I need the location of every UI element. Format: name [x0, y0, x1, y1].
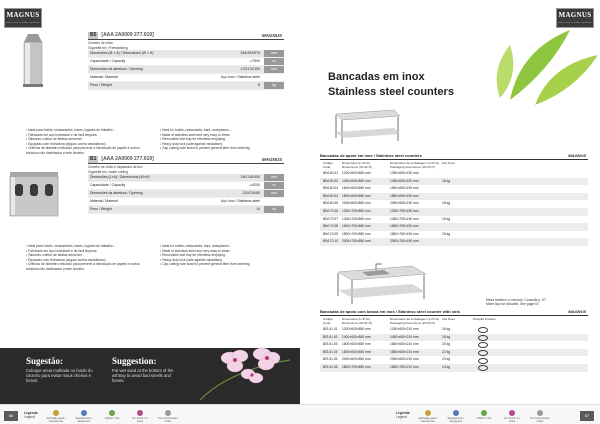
- sink-position-icon: [478, 335, 488, 341]
- legend-item: Equipamento / Equipment: [74, 410, 94, 423]
- page-footer: [0, 404, 300, 424]
- table-body: [320, 170, 588, 246]
- spec-row: Peso / Weight 8 kg: [88, 82, 284, 90]
- table-row: BIS.61.01 1200×600×850 mm 1250×650×210 mm 16 kg: [320, 326, 588, 334]
- spec-row: Dimensões (L×A) / Dimensions (W×H) 240/740/400 mm: [88, 174, 284, 182]
- legend-title: Legenda Legend: [24, 411, 38, 419]
- spec-row: Capacidade / Capacity ≥7500 cc: [88, 58, 284, 66]
- suggestion-text-pt: Coloque areia molhada no fundo do cinzeiro para evitar maus cheiros e fumos.: [26, 368, 93, 384]
- spec-block-b5: [88, 32, 284, 90]
- table-row: BIM.70.10 2000×700×850 mm 2050×750×190 mm: [320, 238, 588, 246]
- page-number: 66: [4, 411, 18, 421]
- table-row: BIS.61.03 1600×600×850 mm 1650×650×210 mm 20 kg: [320, 341, 588, 349]
- spec-block-b1: [88, 156, 284, 214]
- sink-position-icon: [478, 327, 488, 333]
- table-title: Bancadas de apoio com banca em inox / Stainless steel counter with sink MAGNUS: [320, 309, 586, 314]
- bullets-en: • Ideal for hotels, restaurants, bars, workplaces... • Made of stainless steel and very easy to clean. • Removable butt tray for effortless emptying. • Heavy duty lock (safe against vandalism). • Cap cutting hole sized to prevent general litter from entering.: [160, 244, 280, 267]
- product-description: Cinzeiro de chão Cigarette bin, Freestanding: [88, 41, 128, 50]
- legend-dot-icon: [425, 410, 431, 416]
- sink-counters-table: [320, 308, 588, 372]
- sink-position-icon: [478, 358, 488, 364]
- suggestion-title-en: Suggestion:: [112, 356, 157, 366]
- legend-item: Utilizar / Use: [102, 410, 122, 420]
- legend-dot-icon: [481, 410, 487, 416]
- legend-dot-icon: [81, 410, 87, 416]
- brand-logo: MAGNUS com você a todas as horas: [556, 8, 594, 28]
- sink-position-icon: [478, 350, 488, 356]
- right-page: [300, 0, 600, 424]
- table-row: BIM.60.03 1600×600×850 mm 1650×650×190 mm: [323, 186, 419, 191]
- legend-item: Aplicação geral / General use: [46, 410, 66, 423]
- suggestion-title-pt: Sugestão:: [26, 356, 64, 366]
- sink-position-icon: [478, 342, 488, 348]
- sink-position-icon: [478, 365, 488, 371]
- spec-row: Dimensões da abertura / Opening 210/210/80 mm: [88, 190, 284, 198]
- legend-dot-icon: [165, 410, 171, 416]
- orchid-flower-image: [190, 340, 298, 404]
- legend-item: Por encomenda / Order: [530, 410, 550, 423]
- spec-row: Capacidade / Capacity ≥4200 cc: [88, 182, 284, 190]
- table-row: BIS.61.02 1400×600×850 mm 1450×650×210 mm 18 kg: [320, 334, 588, 342]
- legend-dot-icon: [109, 410, 115, 416]
- product-note: Mesa também c/ rebordo. Consulte p. 67. Mixer tap not included. See page 67.: [486, 298, 547, 307]
- page-number: 67: [580, 411, 594, 421]
- legend-item: Em stock / In stock: [502, 410, 522, 423]
- spec-row: Dimensões da abertura / Opening 170/170/100 mm: [88, 66, 284, 74]
- bullets-en: • Ideal for hotels, restaurants, bars, workplaces... • Made of stainless steel and very easy to clean. • Removable butt tray for effortless emptying. • Heavy duty lock (safe against vandalism). • Cap cutting hole sized to prevent general litter from entering.: [160, 128, 280, 151]
- sink-counter-photo: [332, 262, 432, 306]
- product-description: Cinzeiro de chão c/ separador de lixo Cigarette bin, waste sorting: [88, 165, 143, 174]
- bullets-pt: • Ideal para hotéis, restaurantes, bares, lugares de trabalho... • Fabricado em aço inoxidável e de fácil limpeza. • Tabuleiro coletor de beatas amovível. • Equipado com fechadura (seguro contra vandalismo). • Orifícios de diâmetro reduzido para prevenir a introdução de papéis e outros resíduos não destinados a este cinzeiro.: [26, 128, 146, 156]
- table-column-headers: Código Code Dimensões (L×P×A) Dimensions (W×D×H) Dimensões da embalagem (L×P×A) Packaging dimensions (W×D×H) Kilo Peso: [323, 161, 456, 170]
- spec-table: [88, 174, 284, 214]
- table-row: BIM.60.02 1400×600×850 mm 1450×650×190 mm 16 kg: [320, 178, 588, 186]
- legend-item: Em stock / In stock: [130, 410, 150, 423]
- stainless-counter-photo: [332, 108, 402, 146]
- spec-row: Material / Material Aço Inox / Stainless steel: [88, 198, 284, 206]
- cigarette-bin-sorting-photo: [4, 166, 62, 222]
- brand-logo: MAGNUS com você a todas as horas: [4, 8, 42, 28]
- spec-row: Peso / Weight 14 kg: [88, 206, 284, 214]
- legend-dot-icon: [53, 410, 59, 416]
- spec-row: Material / Material Aço Inox / Stainless steel: [88, 74, 284, 82]
- page-footer: [300, 404, 600, 424]
- legend-item: Aplicação geral / General use: [418, 410, 438, 423]
- product-b5: [4, 32, 296, 112]
- table-column-headers: Código Code Dimensões (L×P×A) Dimensions (W×D×H) Dimensões da embalagem (L×P×A) Packaging dimensions (W×D×H) Kilo Peso Posição Position: [323, 317, 496, 326]
- cigarette-bin-tall-photo: [4, 32, 62, 88]
- table-row: BIS.61.06 1800×700×850 mm 1850×750×210 mm 24 kg: [320, 364, 588, 372]
- legend-item: Utilizar / Use: [474, 410, 494, 420]
- bullets-pt: • Ideal para hotéis, restaurantes, bares, lugares de trabalho... • Fabricado em aço inoxidável e de fácil limpeza. • Tabuleiro coletor de beatas amovível. • Equipado com fechadura (seguro contra vandalismo). • Orifícios de diâmetro reduzido para prevenir a introdução de papéis e outros resíduos não destinados a este cinzeiro.: [26, 244, 146, 272]
- spec-table: [88, 50, 284, 90]
- legend-item: Por encomenda / Order: [158, 410, 178, 423]
- bullets-b1: [26, 244, 286, 271]
- suggestion-banner: [0, 348, 300, 404]
- table-row: BIM.70.09 1800×700×850 mm 1850×750×190 mm 18 kg: [323, 231, 451, 236]
- product-code-header: B5 [AAA 2A0009 277.019] MAGNUS: [90, 32, 282, 38]
- green-leaves-decoration: [480, 20, 600, 105]
- table-row: BIM.70.08 1600×700×850 mm 1650×750×190 mm: [320, 223, 588, 231]
- table-row: BIM.60.01 1200×600×850 mm 1250×650×190 mm: [323, 171, 419, 175]
- legend-dot-icon: [537, 410, 543, 416]
- table-row: BIM.70.06 1200×700×850 mm 1250×750×190 mm: [320, 208, 588, 216]
- product-b1: [4, 156, 296, 226]
- table-row: BIM.60.05 2000×600×850 mm 2050×650×190 mm 18 kg: [323, 201, 451, 206]
- legend-dot-icon: [453, 410, 459, 416]
- legend-item: Equipamento / Equipment: [446, 410, 466, 423]
- bullets-b5: [26, 128, 286, 155]
- legend-dot-icon: [509, 410, 515, 416]
- table-row: BIM.60.04 1800×600×850 mm 1850×650×190 mm: [320, 193, 588, 201]
- table-body: [320, 326, 588, 372]
- suggestion-text-en: Put wet sand at the bottom of the ashtray to avoid bad smells and fumes.: [112, 368, 174, 384]
- spec-row: Dimensões (Ø × A) / Dimensions (Ø × H) 254/254/970 mm: [88, 50, 284, 58]
- section-title: Bancadas em inox Stainless steel counters: [328, 71, 454, 98]
- table-row: BIS.61.04 1800×600×850 mm 1850×650×210 mm 22 kg: [320, 349, 588, 357]
- product-code-header: B1 [AAA 2A0009 277.019] MAGNUS: [90, 156, 282, 162]
- legend-dot-icon: [137, 410, 143, 416]
- table-title: Bancadas de apoio em inox / Stainless steel counters MAGNUS: [320, 153, 586, 158]
- table-row: BIS.61.05 2000×600×850 mm 2050×650×210 mm 24 kg: [320, 356, 588, 364]
- table-row: BIM.70.07 1400×700×850 mm 1450×750×190 mm 16 kg: [323, 216, 451, 221]
- counters-table: [320, 152, 588, 246]
- legend-title: Legenda Legend: [396, 411, 410, 419]
